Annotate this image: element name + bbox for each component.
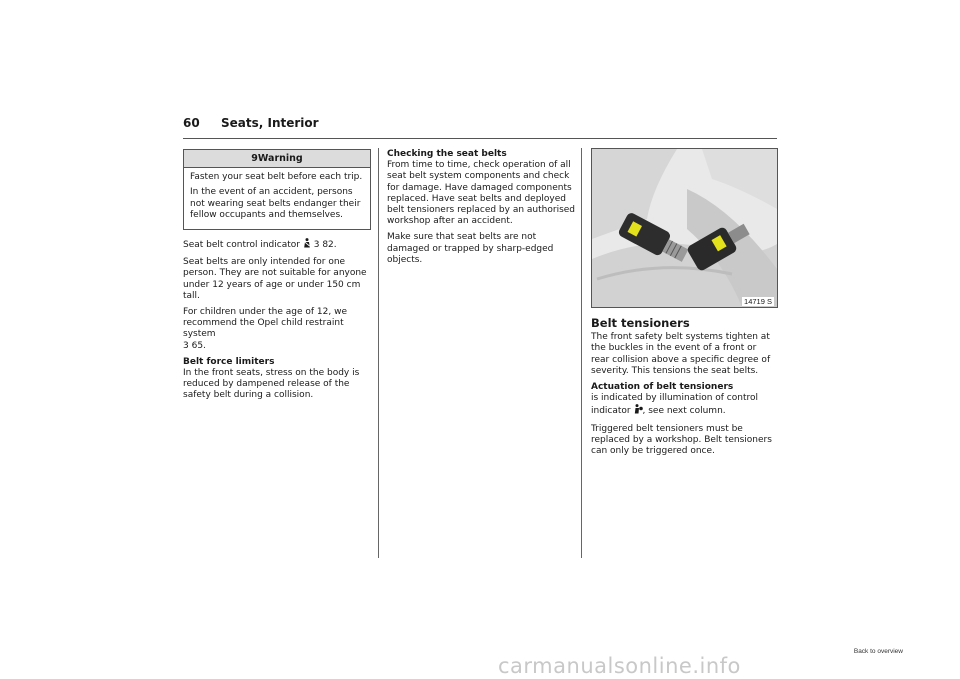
- paragraph: Triggered belt tensioners must be replaced by a workshop. Belt tensioners can only be triggered once.: [591, 423, 772, 457]
- column-left: [183, 149, 371, 407]
- column-middle: [387, 149, 575, 271]
- warning-box: [183, 149, 371, 230]
- column-divider: [581, 148, 582, 558]
- seatbelt-buckle-illustration: [591, 148, 778, 308]
- paragraph: [183, 307, 371, 352]
- page-reference[interactable]: 3 82.: [313, 240, 337, 251]
- page-reference[interactable]: 3 65.: [183, 340, 206, 351]
- column-divider: [378, 148, 379, 558]
- page-number: 60: [183, 116, 200, 130]
- seatbelt-warning-icon: [303, 238, 311, 252]
- paragraph-text: In the front seats, stress on the body is reduced by dampened release of the safety belt during a collision.: [183, 368, 360, 401]
- paragraph-text: is indicated by illumination of control indicator: [591, 393, 758, 417]
- subheading: Actuation of belt tensioners: [591, 382, 734, 393]
- paragraph: [591, 382, 777, 419]
- paragraph: [183, 357, 371, 402]
- paragraph: The front safety belt systems tighten at the buckles in the event of a front or rear collision above a specific degree of severity. This tensions the seat belts.: [591, 332, 771, 376]
- subheading: Checking the seat belts: [387, 149, 507, 159]
- subheading: Belt force limiters: [183, 356, 275, 367]
- paragraph-text: , see next column.: [642, 406, 726, 417]
- back-to-overview-link[interactable]: Back to overview: [853, 648, 903, 655]
- paragraph: Make sure that seat belts are not damaged or trapped by sharp-edged objects.: [387, 232, 554, 265]
- section-title: Seats, Interior: [221, 116, 319, 130]
- image-label: 14719 S: [744, 297, 772, 306]
- paragraph: Seat belts are only intended for one person. They are not suitable for anyone under 12 years of age or under 150 cm tall.: [183, 257, 367, 301]
- paragraph-text: From time to time, check operation of all seat belt system components and check for damage. Have damaged components replaced. Have seat belts and deployed belt tensioners replaced by an authorised workshop after an accident.: [387, 160, 576, 227]
- control-indicator-text: Seat belt control indicator: [183, 240, 300, 251]
- watermark: carmanualsonline.info: [498, 654, 741, 678]
- warning-text: Fasten your seat belt before each trip.: [190, 172, 363, 183]
- section-heading: Belt tensioners: [591, 316, 690, 330]
- column-right: [591, 318, 777, 462]
- airbag-indicator-icon: [634, 404, 643, 418]
- paragraph: [387, 149, 575, 227]
- warning-text: In the event of an accident, persons not wearing seat belts endanger their fellow occupants and themselves.: [190, 187, 361, 220]
- page-header: [183, 116, 777, 139]
- warning-title: 9Warning: [184, 150, 370, 168]
- control-indicator-line: [183, 238, 371, 252]
- paragraph-text: For children under the age of 12, we recommend the Opel child restraint system: [183, 307, 347, 340]
